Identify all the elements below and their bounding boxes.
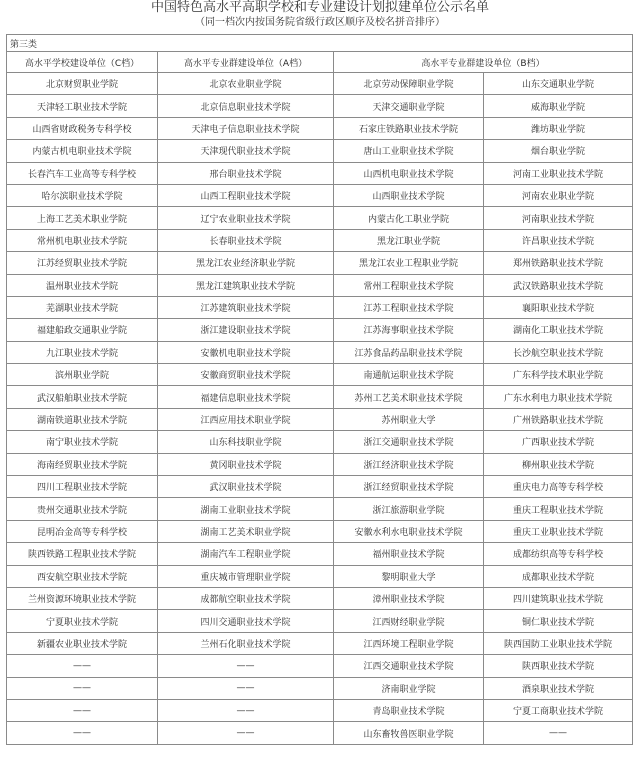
table-row (7, 341, 633, 363)
table-row (7, 565, 633, 587)
table-cell: 黄冈职业技术学院 (158, 453, 334, 475)
table-cell: 北京劳动保障职业学院 (334, 73, 484, 95)
table-cell: 常州机电职业技术学院 (7, 229, 158, 251)
header-row (7, 52, 633, 73)
table-cell: —— (7, 722, 158, 744)
table-cell: 海南经贸职业技术学院 (7, 453, 158, 475)
table-cell: 芜湖职业技术学院 (7, 296, 158, 318)
table-cell: 长春职业技术学院 (158, 229, 334, 251)
table-cell: 天津现代职业技术学院 (158, 140, 334, 162)
table-cell: 潍坊职业学院 (484, 117, 633, 139)
table-row (7, 543, 633, 565)
table-cell: 成都职业技术学院 (484, 565, 633, 587)
table-cell: 江苏海事职业技术学院 (334, 319, 484, 341)
table-cell: 广西职业技术学院 (484, 431, 633, 453)
table-cell: 重庆工业职业技术学院 (484, 520, 633, 542)
table-cell: 黑龙江农业工程职业学院 (334, 252, 484, 274)
table-cell: 重庆城市管理职业学院 (158, 565, 334, 587)
table-row (7, 610, 633, 632)
table-row (7, 431, 633, 453)
table-row (7, 319, 633, 341)
table-cell: —— (158, 722, 334, 744)
table-cell: 山东科技职业学院 (158, 431, 334, 453)
table-cell: 邢台职业技术学院 (158, 162, 334, 184)
table-cell: 宁夏工商职业技术学院 (484, 699, 633, 721)
table-cell: 唐山工业职业技术学院 (334, 140, 484, 162)
table-cell: 福州职业技术学院 (334, 543, 484, 565)
table-cell: 内蒙古机电职业技术学院 (7, 140, 158, 162)
table-row (7, 476, 633, 498)
table-cell: 青岛职业技术学院 (334, 699, 484, 721)
table-cell: 陕西铁路工程职业技术学院 (7, 543, 158, 565)
table-cell: 安徽机电职业技术学院 (158, 341, 334, 363)
table-row (7, 520, 633, 542)
table-row (7, 386, 633, 408)
table-cell: 宁夏职业技术学院 (7, 610, 158, 632)
table-row (7, 73, 633, 95)
table-cell: 滨州职业学院 (7, 364, 158, 386)
table-cell: —— (7, 677, 158, 699)
table-row (7, 252, 633, 274)
table-cell: —— (7, 699, 158, 721)
table-cell: 襄阳职业技术学院 (484, 296, 633, 318)
category-label: 第三类 (7, 35, 633, 52)
category-row (7, 35, 633, 52)
table-cell: 四川工程职业技术学院 (7, 476, 158, 498)
table-cell: 福建信息职业技术学院 (158, 386, 334, 408)
table-row (7, 296, 633, 318)
table-cell: 重庆工程职业技术学院 (484, 498, 633, 520)
table-cell: 威海职业学院 (484, 95, 633, 117)
table-row (7, 162, 633, 184)
table-cell: 黑龙江职业学院 (334, 229, 484, 251)
table-cell: 河南工业职业技术学院 (484, 162, 633, 184)
document-subtitle: （同一档次内按国务院省级行政区顺序及校名拼音排序） (195, 17, 445, 28)
table-cell: 武汉职业技术学院 (158, 476, 334, 498)
table-cell: 湖南化工职业技术学院 (484, 319, 633, 341)
table-cell: 浙江交通职业技术学院 (334, 431, 484, 453)
table-row (7, 722, 633, 744)
table-cell: 江西财经职业学院 (334, 610, 484, 632)
table-cell: —— (158, 655, 334, 677)
table-cell: 陕西职业技术学院 (484, 655, 633, 677)
table-cell: 安徽水利水电职业技术学院 (334, 520, 484, 542)
table-cell: 武汉铁路职业技术学院 (484, 274, 633, 296)
header-c-level: 高水平学校建设单位（C档） (7, 52, 158, 73)
table-cell: 兰州资源环境职业技术学院 (7, 587, 158, 609)
table-cell: 湖南工业职业技术学院 (158, 498, 334, 520)
schools-table (6, 34, 633, 745)
header-a-level: 高水平专业群建设单位（A档） (158, 52, 334, 73)
table-cell: 南通航运职业技术学院 (334, 364, 484, 386)
table-cell: 西安航空职业技术学院 (7, 565, 158, 587)
table-cell: 长沙航空职业技术学院 (484, 341, 633, 363)
table-cell: 铜仁职业技术学院 (484, 610, 633, 632)
table-cell: 黎明职业大学 (334, 565, 484, 587)
table-row (7, 408, 633, 430)
table-cell: 苏州职业大学 (334, 408, 484, 430)
table-cell: 天津交通职业学院 (334, 95, 484, 117)
table-row (7, 364, 633, 386)
table-cell: 湖南汽车工程职业学院 (158, 543, 334, 565)
table-cell: 哈尔滨职业技术学院 (7, 184, 158, 206)
table-cell: 山西职业技术学院 (334, 184, 484, 206)
table-cell: —— (7, 655, 158, 677)
table-row (7, 117, 633, 139)
table-cell: 江苏经贸职业技术学院 (7, 252, 158, 274)
table-cell: 江西应用技术职业学院 (158, 408, 334, 430)
table-cell: 烟台职业学院 (484, 140, 633, 162)
table-cell: 许昌职业技术学院 (484, 229, 633, 251)
table-cell: 江苏建筑职业技术学院 (158, 296, 334, 318)
table-cell: 陕西国防工业职业技术学院 (484, 632, 633, 654)
table-cell: 常州工程职业技术学院 (334, 274, 484, 296)
table-cell: 福建船政交通职业学院 (7, 319, 158, 341)
table-cell: 四川建筑职业技术学院 (484, 587, 633, 609)
table-cell: 重庆电力高等专科学校 (484, 476, 633, 498)
table-cell: 浙江旅游职业学院 (334, 498, 484, 520)
table-cell: 江西交通职业技术学院 (334, 655, 484, 677)
table-row (7, 207, 633, 229)
table-cell: 山东交通职业学院 (484, 73, 633, 95)
table-row (7, 95, 633, 117)
table-cell: 昆明冶金高等专科学校 (7, 520, 158, 542)
table-cell: 辽宁农业职业技术学院 (158, 207, 334, 229)
table-cell: 贵州交通职业技术学院 (7, 498, 158, 520)
table-row (7, 699, 633, 721)
table-cell: 武汉船舶职业技术学院 (7, 386, 158, 408)
table-row (7, 274, 633, 296)
table-row (7, 498, 633, 520)
table-cell: 天津轻工职业技术学院 (7, 95, 158, 117)
table-cell: 南宁职业技术学院 (7, 431, 158, 453)
table-cell: 漳州职业技术学院 (334, 587, 484, 609)
table-cell: 温州职业技术学院 (7, 274, 158, 296)
table-cell: 四川交通职业技术学院 (158, 610, 334, 632)
table-cell: 江苏工程职业技术学院 (334, 296, 484, 318)
table-cell: 北京财贸职业学院 (7, 73, 158, 95)
table-cell: 江苏食品药品职业技术学院 (334, 341, 484, 363)
table-row (7, 632, 633, 654)
table-cell: 广东水利电力职业技术学院 (484, 386, 633, 408)
table-cell: 成都纺织高等专科学校 (484, 543, 633, 565)
table-cell: 北京农业职业学院 (158, 73, 334, 95)
table-cell: 新疆农业职业技术学院 (7, 632, 158, 654)
table-cell: 江西环境工程职业学院 (334, 632, 484, 654)
table-body (7, 73, 633, 745)
table-cell: —— (158, 699, 334, 721)
header-b-level: 高水平专业群建设单位（B档） (334, 52, 633, 73)
table-cell: 黑龙江农业经济职业学院 (158, 252, 334, 274)
table-cell: 柳州职业技术学院 (484, 453, 633, 475)
table-cell: —— (484, 722, 633, 744)
table-cell: 长春汽车工业高等专科学校 (7, 162, 158, 184)
table-cell: 浙江经贸职业技术学院 (334, 476, 484, 498)
document-title: 中国特色高水平高职学校和专业建设计划拟建单位公示名单 (150, 0, 489, 15)
table-cell: 郑州铁路职业技术学院 (484, 252, 633, 274)
table-cell: 上海工艺美术职业学院 (7, 207, 158, 229)
table-cell: 石家庄铁路职业技术学院 (334, 117, 484, 139)
table-cell: 兰州石化职业技术学院 (158, 632, 334, 654)
table-cell: —— (158, 677, 334, 699)
table-cell: 苏州工艺美术职业技术学院 (334, 386, 484, 408)
table-cell: 浙江经济职业技术学院 (334, 453, 484, 475)
table-row (7, 229, 633, 251)
table-cell: 黑龙江建筑职业技术学院 (158, 274, 334, 296)
table-cell: 内蒙古化工职业学院 (334, 207, 484, 229)
table-row (7, 184, 633, 206)
table-cell: 山东畜牧兽医职业学院 (334, 722, 484, 744)
table-cell: 广东科学技术职业学院 (484, 364, 633, 386)
table-row (7, 587, 633, 609)
table-row (7, 677, 633, 699)
table-cell: 湖南铁道职业技术学院 (7, 408, 158, 430)
table-cell: 浙江建设职业技术学院 (158, 319, 334, 341)
table-cell: 湖南工艺美术职业学院 (158, 520, 334, 542)
table-row (7, 140, 633, 162)
table-cell: 北京信息职业技术学院 (158, 95, 334, 117)
table-cell: 山西机电职业技术学院 (334, 162, 484, 184)
table-cell: 九江职业技术学院 (7, 341, 158, 363)
table-cell: 广州铁路职业技术学院 (484, 408, 633, 430)
table-cell: 济南职业学院 (334, 677, 484, 699)
table-cell: 山西省财政税务专科学校 (7, 117, 158, 139)
table-cell: 天津电子信息职业技术学院 (158, 117, 334, 139)
table-cell: 河南职业技术学院 (484, 207, 633, 229)
table-cell: 山西工程职业技术学院 (158, 184, 334, 206)
table-cell: 安徽商贸职业技术学院 (158, 364, 334, 386)
table-cell: 河南农业职业学院 (484, 184, 633, 206)
table-cell: 成都航空职业技术学院 (158, 587, 334, 609)
table-row (7, 655, 633, 677)
table-row (7, 453, 633, 475)
table-cell: 酒泉职业技术学院 (484, 677, 633, 699)
